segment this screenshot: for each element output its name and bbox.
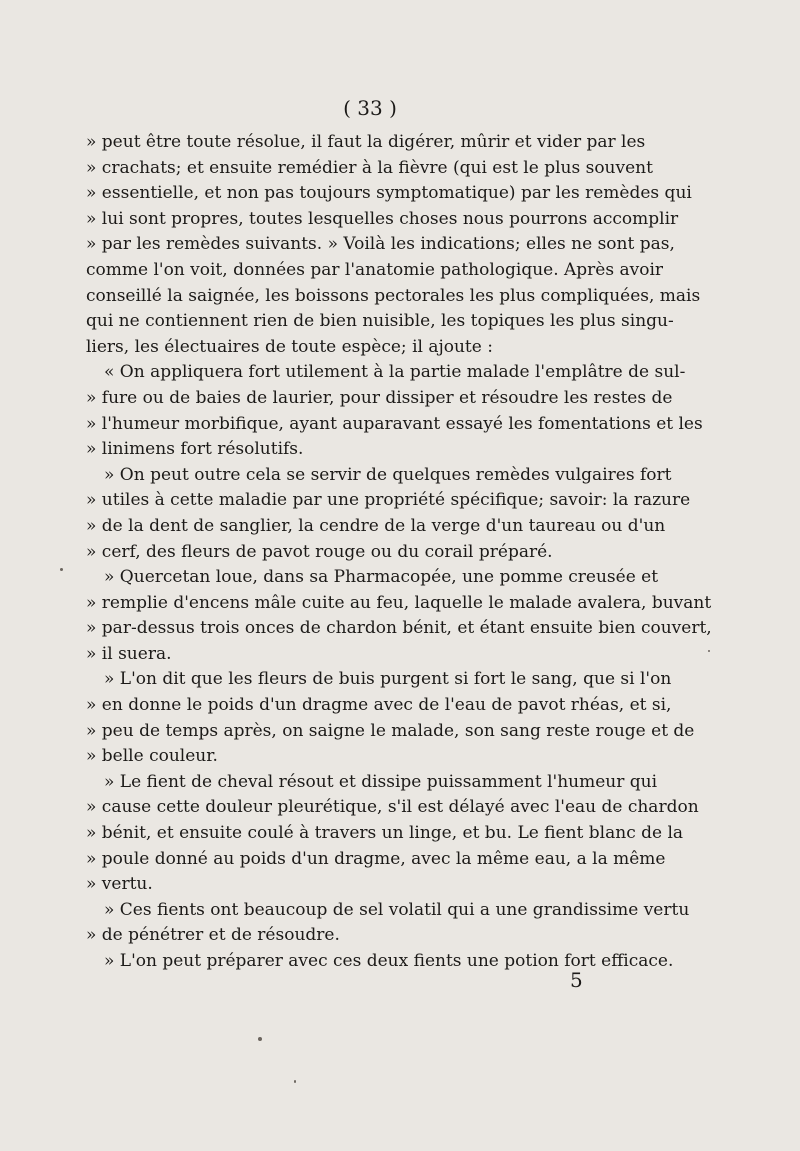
- paper-speck: [708, 650, 710, 652]
- text-line: comme l'on voit, données par l'anatomie pathologique. Après avoir: [86, 259, 664, 280]
- paper-speck: [258, 1037, 262, 1041]
- text-line: » cause cette douleur pleurétique, s'il est délayé avec l'eau de chardon: [86, 797, 699, 818]
- text-line: » belle couleur.: [86, 746, 218, 767]
- text-line: » Le fient de cheval résout et dissipe puissamment l'humeur qui: [104, 771, 658, 792]
- text-line: conseillé la saignée, les boissons pectorales les plus compliquées, mais: [86, 285, 701, 306]
- text-line: « On appliquera fort utilement à la partie malade l'emplâtre de sul-: [104, 362, 686, 383]
- text-line: » Quercetan loue, dans sa Pharmacopée, une pomme creusée et: [104, 567, 659, 588]
- text-line: » l'humeur morbifique, ayant auparavant essayé les fomentations et les: [86, 413, 703, 434]
- text-line: » L'on peut préparer avec ces deux fients une potion fort efficace.: [104, 951, 674, 971]
- text-line: » utiles à cette maladie par une propriété spécifique; savoir: la razure: [86, 490, 691, 511]
- text-line: » vertu.: [86, 874, 153, 895]
- text-line: » il suera.: [86, 643, 172, 664]
- text-line: » peut être toute résolue, il faut la digérer, mûrir et vider par les: [86, 132, 646, 152]
- text-line: liers, les électuaires de toute espèce; il ajoute :: [86, 336, 493, 357]
- text-line: » de pénétrer et de résoudre.: [86, 925, 340, 946]
- body-text: [86, 130, 712, 975]
- text-line: » On peut outre cela se servir de quelques remèdes vulgaires fort: [104, 464, 672, 485]
- paper-speck: [294, 1080, 296, 1083]
- text-line: » linimens fort résolutifs.: [86, 439, 304, 460]
- text-line: » fure ou de baies de laurier, pour dissiper et résoudre les restes de: [86, 387, 673, 408]
- text-line: » L'on dit que les fleurs de buis purgent si fort le sang, que si l'on: [104, 669, 672, 690]
- text-line: » en donne le poids d'un dragme avec de l'eau de pavot rhéas, et si,: [86, 695, 672, 716]
- text-line: » peu de temps après, on saigne le malade, son sang reste rouge et de: [86, 720, 695, 741]
- text-line: » de la dent de sanglier, la cendre de la verge d'un taureau ou d'un: [86, 515, 666, 536]
- paper-speck: [60, 568, 63, 571]
- text-line: » poule donné au poids d'un dragme, avec la même eau, a la même: [86, 848, 666, 869]
- text-line: » crachats; et ensuite remédier à la fièvre (qui est le plus souvent: [86, 157, 653, 178]
- text-line: qui ne contiennent rien de bien nuisible, les topiques les plus singu-: [86, 311, 674, 332]
- page-number: ( 33 ): [343, 96, 397, 120]
- signature-mark: 5: [570, 968, 583, 992]
- text-line: » Ces fients ont beaucoup de sel volatil qui a une grandissime vertu: [104, 899, 690, 920]
- text-line: » par les remèdes suivants. » Voilà les indications; elles ne sont pas,: [86, 234, 675, 255]
- text-line: » remplie d'encens mâle cuite au feu, laquelle le malade avalera, buvant: [86, 592, 712, 613]
- text-line: » lui sont propres, toutes lesquelles choses nous pourrons accomplir: [86, 208, 679, 229]
- text-line: » bénit, et ensuite coulé à travers un linge, et bu. Le fient blanc de la: [86, 823, 684, 844]
- text-line: » essentielle, et non pas toujours symptomatique) par les remèdes qui: [86, 183, 692, 204]
- text-line: » par-dessus trois onces de chardon bénit, et étant ensuite bien couvert,: [86, 618, 712, 639]
- text-line: » cerf, des fleurs de pavot rouge ou du corail préparé.: [86, 541, 553, 562]
